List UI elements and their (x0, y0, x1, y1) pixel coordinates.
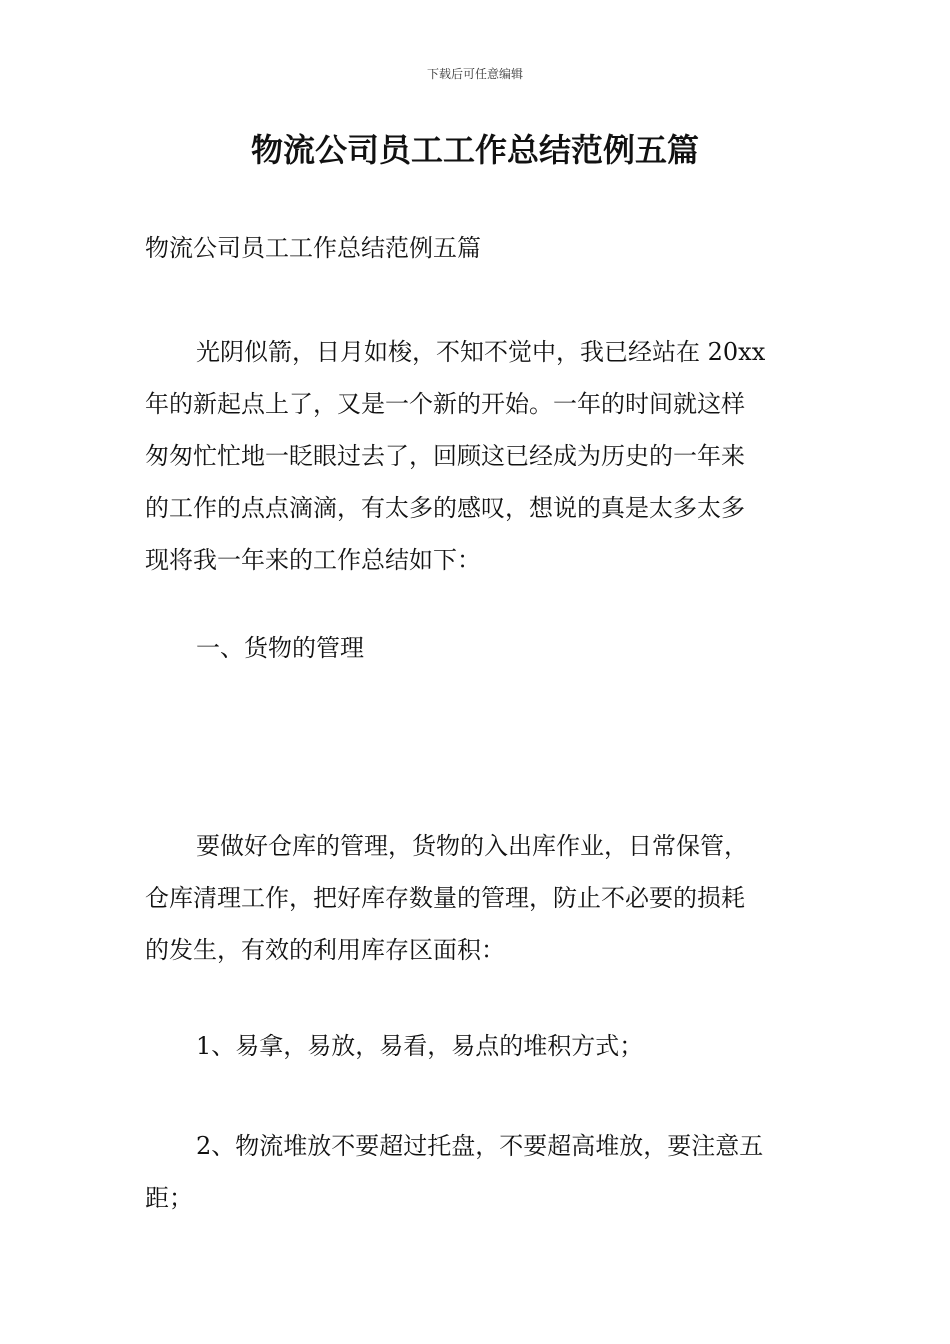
intro-line: 光阴似箭，日月如梭，不知不觉中，我已经站在 20xx (196, 338, 766, 366)
intro-line: 的工作的点点滴滴，有太多的感叹，想说的真是太多太多 (145, 494, 745, 522)
intro-line: 年的新起点上了，又是一个新的开始。一年的时间就这样 (145, 390, 745, 418)
intro-line: 匆匆忙忙地一眨眼过去了，回顾这已经成为历史的一年来 (145, 442, 745, 470)
section-paragraph (145, 820, 807, 976)
section-line: 仓库清理工作，把好库存数量的管理，防止不必要的损耗 (145, 884, 745, 912)
intro-line: 现将我一年来的工作总结如下： (145, 546, 481, 574)
list-item-2-line: 距； (145, 1184, 193, 1212)
document-title: 物流公司员工工作总结范例五篇 (250, 131, 699, 169)
header-note: 下载后可任意编辑 (426, 67, 523, 81)
section-line: 的发生，有效的利用库存区面积： (145, 936, 505, 964)
section-line: 要做好仓库的管理，货物的入出库作业，日常保管， (196, 832, 748, 860)
list-item-1: 1、易拿，易放，易看，易点的堆积方式； (196, 1032, 644, 1060)
document-subtitle: 物流公司员工工作总结范例五篇 (145, 234, 481, 262)
section-heading: 一、货物的管理 (196, 634, 364, 662)
intro-paragraph (145, 326, 807, 586)
list-item-2-line: 2、物流堆放不要超过托盘，不要超高堆放，要注意五 (196, 1132, 764, 1160)
list-item-2 (145, 1120, 807, 1224)
